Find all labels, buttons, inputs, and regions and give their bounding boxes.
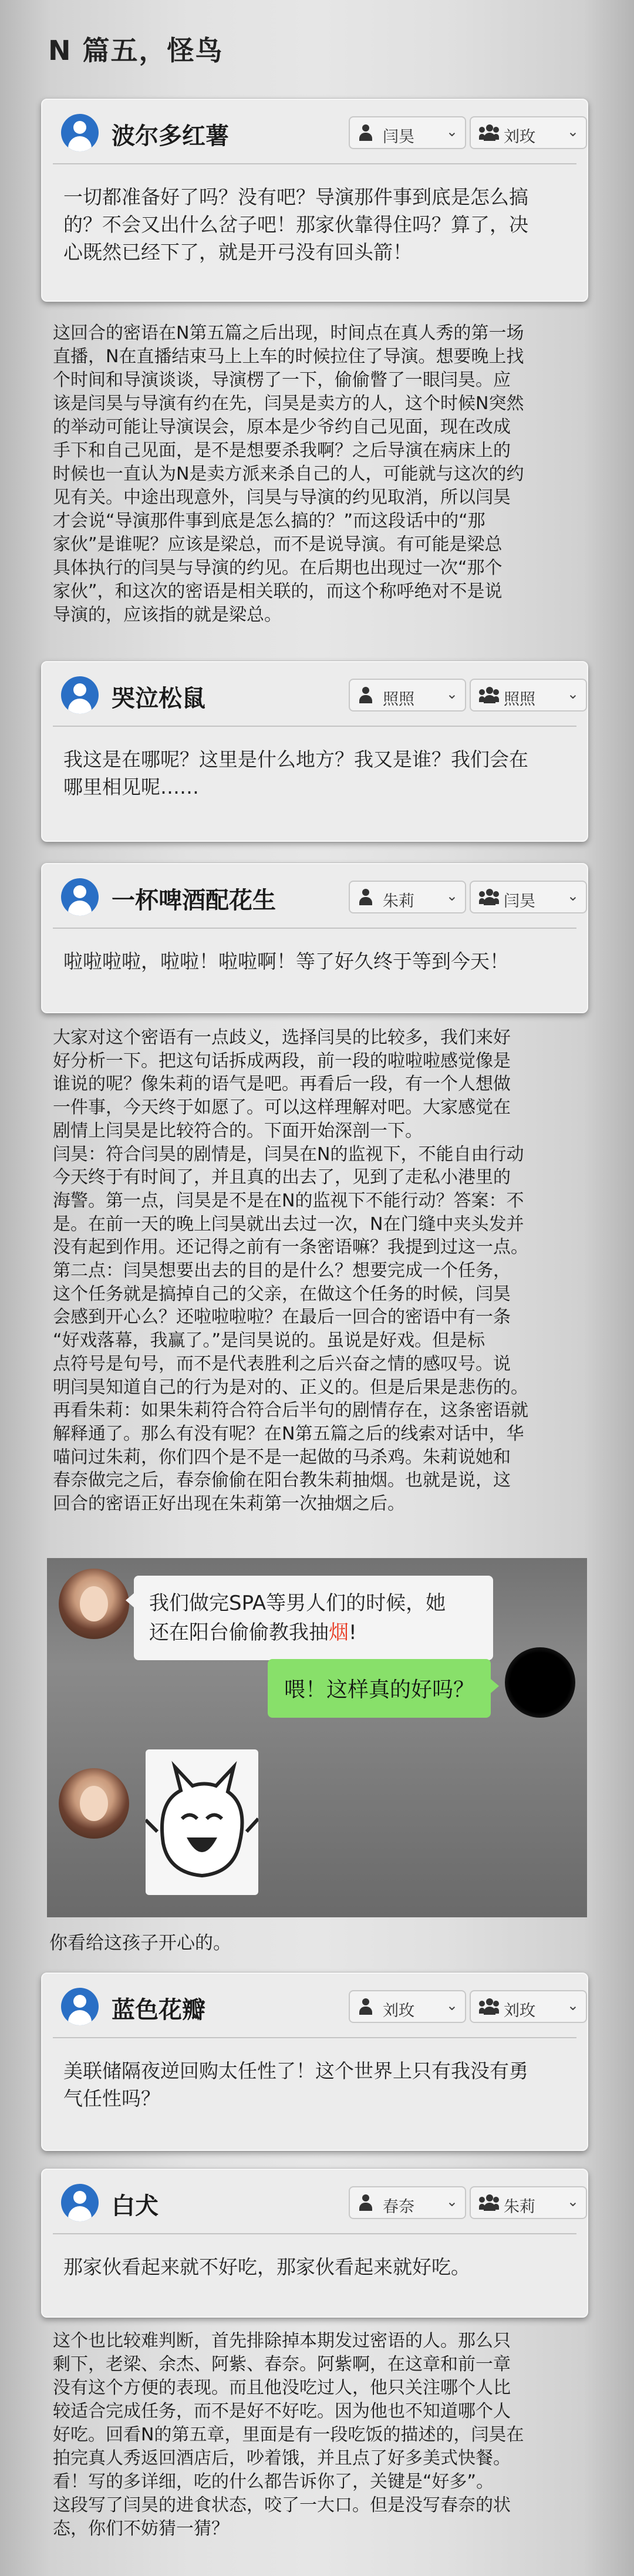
text-line: 看！写的多详细，吃的什么都告诉你了，关键是“好多”。: [53, 2472, 494, 2492]
card-username: 一杯啤酒配花生: [112, 887, 276, 914]
avatar: [59, 1768, 129, 1839]
message-line: 啦啦啦啦，啦啦！啦啦啊！等了好久终于等到今天！: [63, 950, 509, 973]
chevron-down-icon: ⌄: [446, 1997, 458, 2014]
group-icon: [479, 687, 499, 703]
card-message: [42, 164, 587, 266]
text-line: 海警。第一点，闫昊是不是在N的监视下不能行动？答案：不: [53, 1190, 524, 1211]
avatar: [61, 676, 99, 714]
highlight-text: 烟: [329, 1621, 349, 1644]
text-line: 一件事，今天终于如愿了。可以这样理解对吧。大家感觉在: [53, 1097, 511, 1118]
chat-bubble-received: [134, 1576, 493, 1660]
sender-name: 照照: [383, 690, 414, 709]
chevron-down-icon: ⌄: [446, 686, 458, 702]
person-icon: [358, 1998, 373, 2015]
text-line: 见有关。中途出现意外，闫昊与导演的约见取消，所以闫昊: [53, 487, 511, 508]
text-line: 这个任务就是搞掉自己的父亲，在做这个任务的时候，闫昊: [53, 1283, 511, 1304]
person-icon: [358, 124, 373, 141]
person-icon: [358, 687, 373, 703]
avatar: [59, 1569, 129, 1639]
cartoon-sticker-icon: [146, 1749, 258, 1895]
receiver-name: 刘玫: [504, 2002, 535, 2020]
text-line: 时候也一直认为N是卖方派来杀自己的人，可能就与这次的约: [53, 464, 524, 484]
text-line: 这个也比较难判断，首先排除掉本期发过密语的人。那么只: [53, 2331, 511, 2351]
person-icon: [358, 2194, 373, 2211]
text-line: 家伙”是谁呢？应该是梁总，而不是说导演。有可能是梁总: [53, 534, 503, 555]
text-line: 好吃。回看N的第五章，里面是有一段吃饭的描述的，闫昊在: [53, 2425, 524, 2445]
card-header: [53, 100, 579, 164]
receiver-select[interactable]: [470, 2186, 587, 2219]
sender-select[interactable]: [349, 1990, 466, 2023]
commentary-paragraph: [53, 322, 593, 627]
sender-name: 朱莉: [383, 892, 414, 911]
text-line: 导演的，应该指的就是梁总。: [53, 605, 282, 625]
card-message: [42, 929, 587, 975]
card-message: [42, 2234, 587, 2281]
card-username: 波尔多红薯: [112, 123, 229, 150]
text-line: 明闫昊知道自己的行为是对的、正义的。但是后果是悲伤的。: [53, 1377, 528, 1398]
page-title: N 篇五，怪鸟: [48, 35, 224, 66]
text-line: 该是闫昊与导演有约在先，闫昊是卖方的人，这个时候N突然: [53, 393, 524, 414]
chevron-down-icon: ⌄: [446, 888, 458, 904]
avatar: [61, 114, 99, 151]
receiver-name: 刘玫: [504, 128, 535, 146]
message-card: [41, 2169, 588, 2318]
text-line: 好分析一下。把这句话拆成两段，前一段的啦啦啦感觉像是: [53, 1050, 511, 1071]
message-line: 一切都准备好了吗？没有吧？导演那件事到底是怎么搞: [63, 186, 528, 208]
chat-text: 喂！这样真的好吗？: [284, 1678, 475, 1702]
text-line: 手下和自己见面，是不是想要杀我啊？之后导演在病床上的: [53, 440, 511, 461]
receiver-select[interactable]: [470, 679, 587, 712]
avatar: [505, 1647, 575, 1718]
card-message: [42, 727, 587, 801]
receiver-name: 闫昊: [504, 892, 535, 911]
chevron-down-icon: ⌄: [566, 2193, 579, 2210]
chevron-down-icon: ⌄: [566, 123, 579, 140]
receiver-select[interactable]: [470, 881, 587, 913]
chat-line: 我们做完SPA等男人们的时候，她: [149, 1592, 446, 1615]
chat-screenshot: [47, 1558, 587, 1917]
message-card: [41, 1973, 588, 2151]
card-header: [53, 2170, 579, 2234]
chat-bubble-sent: [268, 1659, 491, 1718]
text-line: 直播，N在直播结束马上上车的时候拉住了导演。想要晚上找: [53, 346, 524, 367]
text-line: 拍完真人秀返回酒店后，吵着饿，并且点了好多美式快餐。: [53, 2448, 511, 2469]
message-line: 的？不会又出什么岔子吧！那家伙靠得住吗？算了，决: [63, 213, 528, 236]
text-line: 剧情上闫昊是比较符合的。下面开始深剖一下。: [53, 1120, 423, 1141]
text-line: 没有起到作用。还记得之前有一条密语嘛？我提到过这一点。: [53, 1237, 528, 1258]
card-header: [53, 1974, 579, 2038]
avatar: [61, 878, 99, 916]
message-card: [41, 99, 588, 302]
card-username: 白犬: [112, 2193, 158, 2220]
text-line: 谁说的呢？像朱莉的语气是吧。再看后一段，有一个人想做: [53, 1074, 511, 1095]
receiver-select[interactable]: [470, 1990, 587, 2023]
text-line: 态，你们不妨猜一猜？: [53, 2518, 229, 2539]
message-line: 气任性吗？: [63, 2087, 160, 2110]
text-line: 喵问过朱莉，你们四个是不是一起做的马杀鸡。朱莉说她和: [53, 1447, 511, 1468]
text-line: 具体执行的闫昊与导演的约见。在后期也出现过一次“那个: [53, 558, 503, 578]
image-caption: 你看给这孩子开心的。: [49, 1933, 231, 1954]
sender-select[interactable]: [349, 2186, 466, 2219]
text-line: “好戏落幕，我赢了。”是闫昊说的。虽说是好戏。但是标: [53, 1330, 485, 1351]
avatar: [61, 2184, 99, 2221]
sender-select[interactable]: [349, 881, 466, 913]
text-line: 这段写了闫昊的进食状态，咬了一大口。但是没写春奈的状: [53, 2495, 511, 2516]
message-line: 我这是在哪呢？这里是什么地方？我又是谁？我们会在: [63, 748, 528, 771]
text-line: 再看朱莉：如果朱莉符合符合后半句的剧情存在，这条密语就: [53, 1400, 528, 1421]
commentary-paragraph: [53, 1026, 593, 1516]
text-line: 较适合完成任务，而不是好不好吃。因为他也不知道哪个人: [53, 2401, 511, 2422]
text-line: 才会说“导演那件事到底是怎么搞的？”而这段话中的“那: [53, 511, 485, 531]
chevron-down-icon: ⌄: [566, 1997, 579, 2014]
chat-line: [149, 1618, 478, 1647]
card-header: [53, 662, 579, 727]
text-line: 是。在前一天的晚上闫昊就出去过一次，N在门缝中夹头发并: [53, 1213, 524, 1235]
message-card: [41, 661, 588, 842]
text-line: 回合的密语正好出现在朱莉第一次抽烟之后。: [53, 1493, 405, 1515]
text-line: 春奈做完之后，春奈偷偷在阳台教朱莉抽烟。也就是说，这: [53, 1470, 511, 1491]
card-header: [53, 864, 579, 929]
chat-text: 还在阳台偷偷教我抽: [149, 1621, 329, 1644]
group-icon: [479, 889, 499, 905]
chevron-down-icon: ⌄: [446, 2193, 458, 2210]
chevron-down-icon: ⌄: [566, 686, 579, 702]
chat-text: !: [349, 1621, 357, 1644]
sender-name: 闫昊: [383, 128, 414, 146]
sender-name: 刘玫: [383, 2002, 414, 2020]
card-username: 哭泣松鼠: [112, 685, 205, 712]
card-message: [42, 2038, 587, 2112]
text-line: 今天终于有时间了，并且真的出去了，见到了走私小港里的: [53, 1167, 511, 1188]
message-line: 心既然已经下了，就是开弓没有回头箭！: [63, 241, 412, 264]
sender-select[interactable]: [349, 679, 466, 712]
text-line: 闫昊：符合闫昊的剧情是，闫昊在N的监视下，不能自由行动: [53, 1144, 524, 1165]
text-line: 会感到开心么？还啦啦啦啦？在最后一回合的密语中有一条: [53, 1307, 511, 1328]
receiver-name: 照照: [504, 690, 535, 709]
group-icon: [479, 124, 499, 141]
avatar: [61, 1988, 99, 2025]
text-line: 个时间和导演谈谈，导演楞了一下，偷偷瞥了一眼闫昊。应: [53, 370, 511, 390]
text-line: 第二点：闫昊想要出去的目的是什么？想要完成一个任务，: [53, 1260, 511, 1282]
message-line: 哪里相见呢……: [63, 776, 199, 798]
text-line: 家伙”，和这次的密语是相关联的，而这个称呼绝对不是说: [53, 581, 503, 602]
text-line: 解释通了。那么有没有呢？在N第五篇之后的线索对话中，华: [53, 1423, 524, 1444]
text-line: 的举动可能让导演误会，原本是少爷约自己见面，现在改成: [53, 417, 511, 437]
text-line: 大家对这个密语有一点歧义，选择闫昊的比较多，我们来好: [53, 1027, 511, 1048]
text-line: 这回合的密语在N第五篇之后出现，时间点在真人秀的第一场: [53, 323, 524, 343]
group-icon: [479, 2194, 499, 2211]
sender-name: 春奈: [383, 2198, 414, 2216]
chevron-down-icon: ⌄: [566, 888, 579, 904]
message-line: 那家伙看起来就不好吃，那家伙看起来就好吃。: [63, 2255, 470, 2278]
message-line: 美联储隔夜逆回购太任性了！这个世界上只有我没有勇: [63, 2059, 528, 2082]
receiver-name: 朱莉: [504, 2198, 535, 2216]
card-username: 蓝色花瓣: [112, 1997, 205, 2024]
receiver-select[interactable]: [470, 116, 587, 149]
person-icon: [358, 889, 373, 905]
group-icon: [479, 1998, 499, 2015]
message-card: [41, 863, 588, 1013]
chevron-down-icon: ⌄: [446, 123, 458, 140]
sender-select[interactable]: [349, 116, 466, 149]
commentary-paragraph: [53, 2329, 593, 2541]
text-line: 没有这个方便的表现。而且他没吃过人，他只关注哪个人比: [53, 2378, 511, 2398]
text-line: 剩下，老梁、余杰、阿紫、春奈。阿紫啊，在这章和前一章: [53, 2354, 511, 2375]
sticker-image: [146, 1749, 258, 1895]
text-line: 点符号是句号，而不是代表胜利之后兴奋之情的感叹号。说: [53, 1353, 511, 1374]
